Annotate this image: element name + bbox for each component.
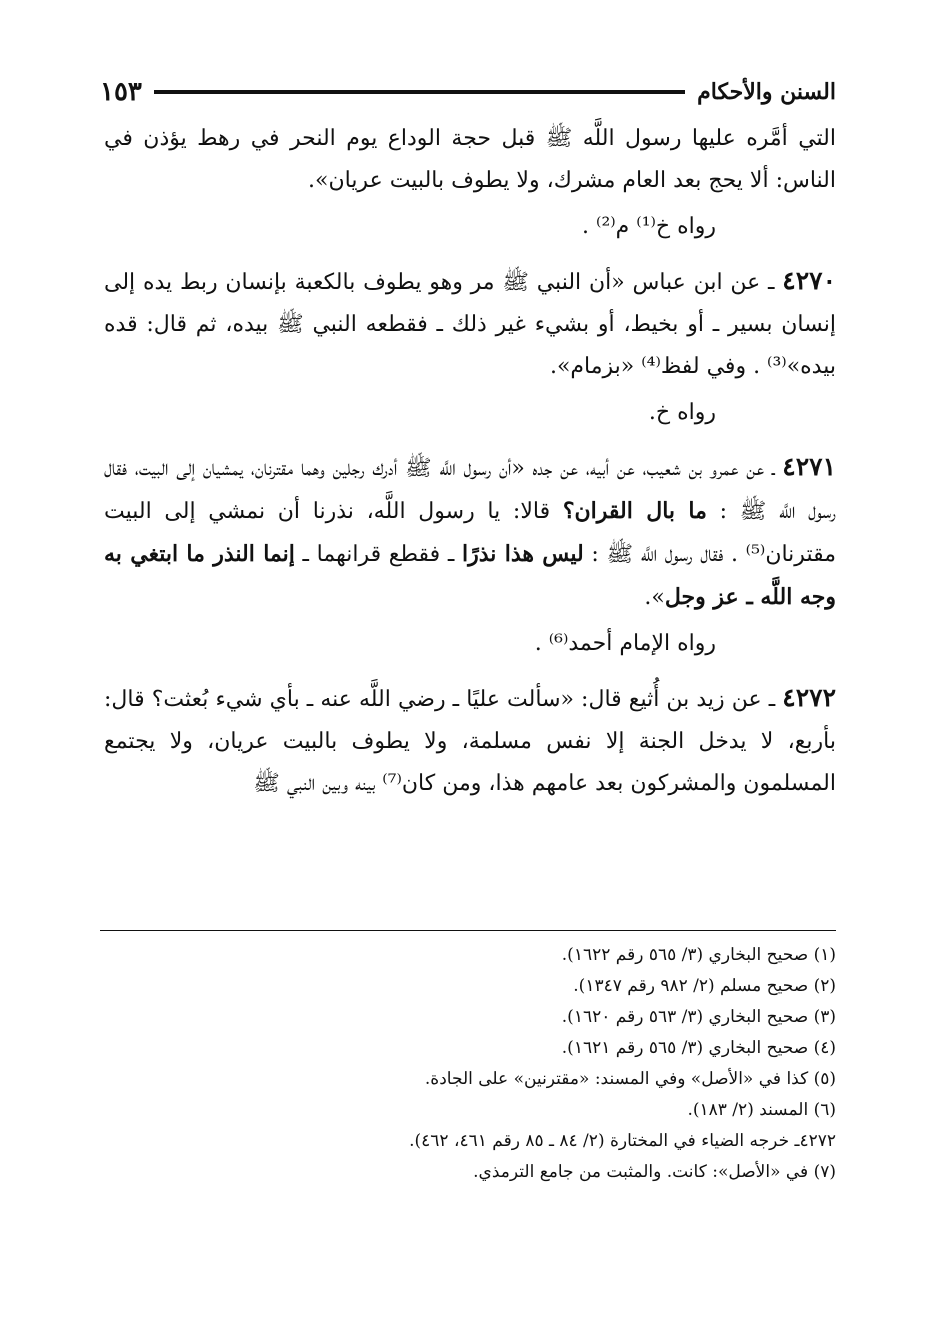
footnote: ٤٢٧٢ـ خرجه الضياء في المختارة (٢/ ٨٤ ـ ٨٥ رقم ٤٦١، ٤٦٢). xyxy=(409,1131,836,1151)
hadith-number: ٤٢٧٢ xyxy=(782,683,836,712)
hadith-text: ـ فقطع قرانهما ـ xyxy=(294,542,462,567)
hadith-bold-text: إنما النذر ما ابتغي به وجه اللَّه ـ عز وجل xyxy=(104,541,836,610)
hadith-number: ٤٢٧٠ xyxy=(782,266,836,295)
hadith-text: ». xyxy=(644,585,665,610)
riwaya-line: رواه خ⁽¹⁾ م⁽²⁾ . xyxy=(582,214,716,239)
page-number: ١٥٣ xyxy=(100,77,142,107)
footnote: (٢) صحيح مسلم (٢/ ٩٨٢ رقم ١٣٤٧). xyxy=(573,976,836,996)
continued-paragraph: التي أمَّره عليها رسول اللَّه ﷺ قبل حجة الوداع يوم النحر في رهط يؤذن في الناس: ألا يحج بعد العام مشرك، ولا يطوف بالبيت عريان». xyxy=(104,126,836,193)
footnote: (٥) كذا في «الأصل» وفي المسند: «مقترنين» على الجادة. xyxy=(424,1069,836,1089)
footnote: (١) صحيح البخاري (٣/ ٥٦٥ رقم ١٦٢٢). xyxy=(561,945,836,965)
hadith-text: ـ عن زيد بن أُثيع قال: «سألت عليًا ـ رضي اللَّه عنه ـ بأي شيء بُعثت؟ قال: بأربع، لا يدخل الجنة إلا نفس مسلمة، ولا يطوف بالبيت عريان، ولا يجتمع المسلمون والمشركون بعد عامهم هذا، ومن كان⁽⁷⁾ بينه وبين النبي ﷺ xyxy=(104,687,836,796)
running-title: السنن والأحكام xyxy=(697,79,836,105)
hadith-text: قالا: يا رسول اللَّه، نذرنا أن نمشي إلى البيت مقترنان⁽⁵⁾ . فقال رسول اللَّه ﷺ : xyxy=(104,499,836,567)
footnote-divider xyxy=(100,930,836,931)
footnote: (٤) صحيح البخاري (٣/ ٥٦٥ رقم ١٦٢١). xyxy=(561,1038,836,1058)
hadith-text: ـ عن ابن عباس «أن النبي ﷺ مر وهو يطوف بالكعبة بإنسان ربط يده إلى إنسان بسير ـ أو بخيط، أو بشيء غير ذلك ـ فقطعه النبي ﷺ بيده، ثم قال: قده بيده»⁽³⁾ . وفي لفظ⁽⁴⁾ «بزمام». xyxy=(104,270,836,379)
hadith-4270 xyxy=(104,260,836,388)
page-header xyxy=(100,74,836,110)
hadith-bold-text: ليس هذا نذرًا xyxy=(461,541,584,567)
footnote: (٣) صحيح البخاري (٣/ ٥٦٣ رقم ١٦٢٠). xyxy=(561,1007,836,1027)
header-rule xyxy=(154,90,685,94)
riwaya-line: رواه خ. xyxy=(648,400,716,425)
footnote: (٦) المسند (٢/ ١٨٣). xyxy=(687,1100,836,1120)
footnote: (٧) في «الأصل»: كانت. والمثبت من جامع الترمذي. xyxy=(473,1162,836,1182)
hadith-4272 xyxy=(104,677,836,805)
hadith-4271 xyxy=(104,446,836,619)
hadith-bold-text: ما بال القران؟ xyxy=(562,498,707,524)
main-text xyxy=(104,118,836,805)
hadith-text: ـ عن عمرو بن شعيب، عن أبيه، عن جده «أن رسول اللَّه ﷺ أدرك رجلين وهما مقترنان، يمشيان إلى البيت، فقال رسول اللَّه ﷺ : xyxy=(104,456,836,524)
footnotes xyxy=(104,940,836,1188)
riwaya-line: رواه الإمام أحمد⁽⁶⁾ . xyxy=(534,631,716,656)
hadith-number: ٤٢٧١ xyxy=(782,452,837,481)
